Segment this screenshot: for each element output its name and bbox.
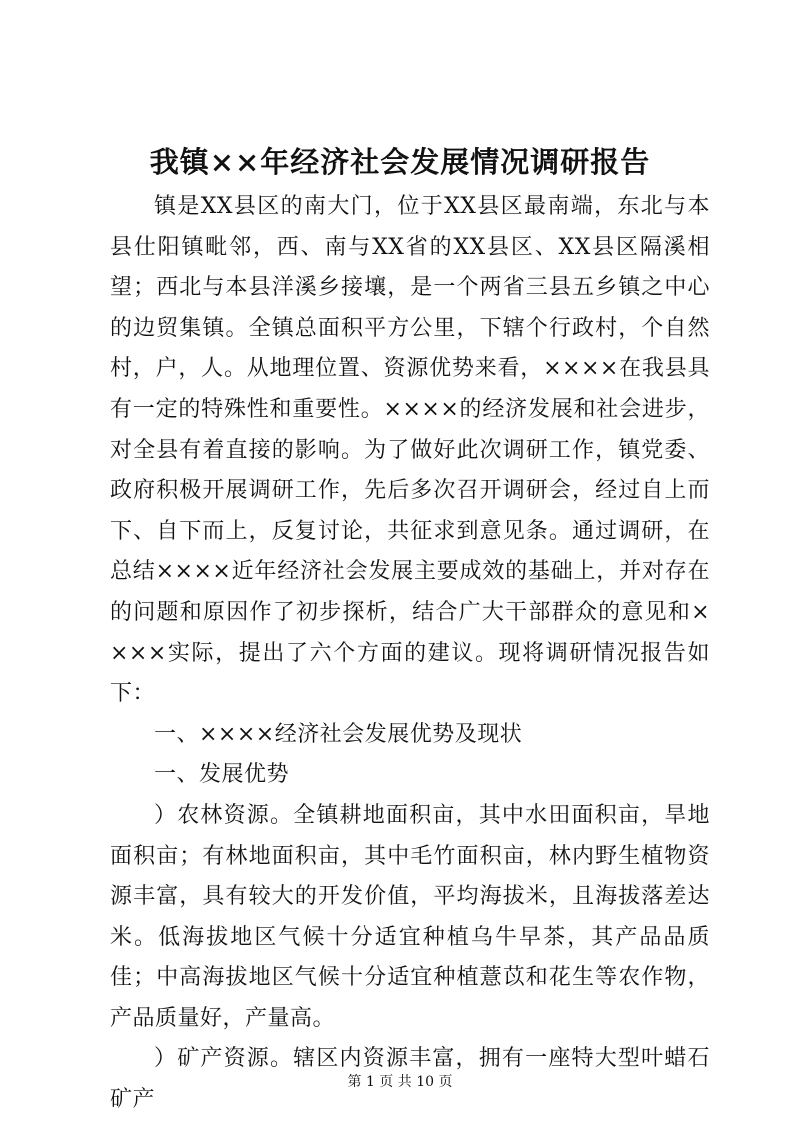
document-title: 我镇××年经济社会发展情况调研报告 (149, 145, 651, 179)
document-body (110, 187, 710, 1121)
section-heading: 一、××××经济社会发展优势及现状 (154, 721, 523, 747)
page-number-footer: 第 1 页 共 10 页 (347, 1074, 453, 1090)
paragraph-agriculture-forestry: ）农林资源。全镇耕地面积亩，其中水田面积亩，旱地面积亩；有林地面积亩，其中毛竹面积亩，林内野生植物资源丰富，具有较大的开发价值，平均海拔米，且海拔落差达米。低海拔地区气候十分适宜种植乌牛早茶，其产品品质佳；中高海拔地区气候十分适宜种植薏苡和花生等农作物，产品质量好，产量高。 (110, 802, 710, 1031)
paragraph-intro: 镇是XX县区的南大门，位于XX县区最南端，东北与本县仕阳镇毗邻，西、南与XX省的XX县区、XX县区隔溪相望；西北与本县洋溪乡接壤，是一个两省三县五乡镇之中心的边贸集镇。全镇总面积平方公里，下辖个行政村，个自然村，户，人。从地理位置、资源优势来看，××××在我县具有一定的特殊性和重要性。××××的经济发展和社会进步，对全县有着直接的影响。为了做好此次调研工作，镇党委、政府积极开展调研工作，先后多次召开调研会，经过自上而下、自下而上，反复讨论，共征求到意见条。通过调研，在总结××××近年经济社会发展主要成效的基础上，并对存在的问题和原因作了初步探析，结合广大干部群众的意见和××××实际，提出了六个方面的建议。现将调研情况报告如下： (110, 194, 710, 707)
subsection-heading: 一、发展优势 (154, 762, 290, 788)
paragraph-minerals: ）矿产资源。辖区内资源丰富，拥有一座特大型叶蜡石矿产 (110, 1046, 710, 1113)
